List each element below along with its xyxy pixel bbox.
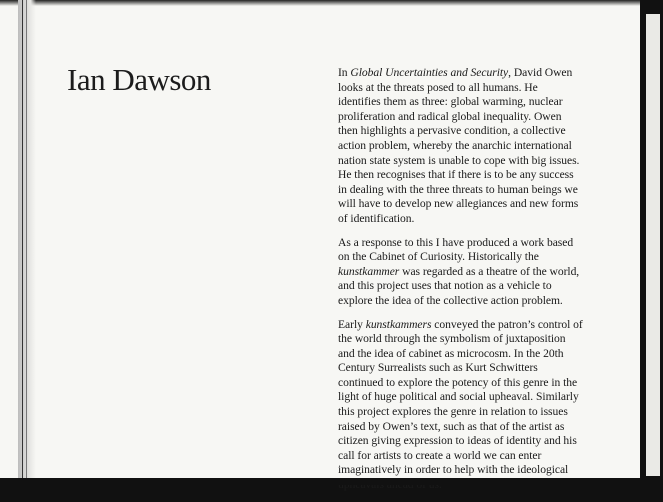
text-line <box>338 434 610 449</box>
gutter-line <box>22 0 23 478</box>
text-line <box>338 318 610 333</box>
text-line <box>338 420 610 435</box>
text-run: conveyed the patron’s control of <box>431 317 583 331</box>
text-line <box>338 183 610 198</box>
text-run: light of huge political and social upheaval. Similarly <box>338 390 579 404</box>
text-run: will have to develop new allegiances and new forms <box>338 197 579 211</box>
text-run: proliferation and radical global inequality. Owen <box>338 109 562 123</box>
text-run: Century Surrealists such as Kurt Schwitters <box>338 361 538 375</box>
text-line <box>338 463 610 478</box>
text-line <box>338 250 610 265</box>
text-line <box>338 390 610 405</box>
text-line <box>338 154 610 169</box>
text-run: Early <box>338 317 366 331</box>
text-run: and this project uses that notion as a vehicle to <box>338 279 552 293</box>
text-run: raised by Owen’s text, such as that of the artist as <box>338 419 565 433</box>
text-run: In <box>338 66 351 79</box>
text-line <box>338 279 610 294</box>
text-line <box>338 95 610 110</box>
text-run: of identification. <box>338 211 415 225</box>
text-line <box>338 376 610 391</box>
text-run: the world through the symbolism of juxtaposition <box>338 332 566 346</box>
text-line <box>338 212 610 227</box>
text-line <box>338 197 610 212</box>
text-line <box>338 361 610 376</box>
binding-gutter <box>18 0 36 478</box>
text-run: and the idea of cabinet as microcosm. In the 20th <box>338 346 564 360</box>
text-run: He then recognises that if there is to be any success <box>338 168 574 182</box>
gutter-line <box>26 0 27 478</box>
text-run: imaginatively in order to help with the ideological <box>338 463 569 477</box>
text-line <box>338 110 610 125</box>
text-run: was regarded as a theatre of the world, <box>399 264 580 278</box>
text-run: looks at the threats posed to all humans. He <box>338 80 538 94</box>
text-line <box>338 124 610 139</box>
text-line <box>338 294 610 309</box>
text-run: nation state system is unable to cope with big issues. <box>338 153 580 167</box>
text-run: citizen giving expression to ideas of identity and his <box>338 434 577 448</box>
text-run: then highlights a pervasive condition, a collective <box>338 124 566 138</box>
scan-border <box>0 478 663 485</box>
text-line <box>338 168 610 183</box>
text-run: identifies them as three: global warming, nuclear <box>338 95 563 109</box>
italic-text: Global Uncertainties and Security <box>350 66 509 79</box>
author-name: Ian Dawson <box>67 62 211 97</box>
text-line <box>338 139 610 154</box>
top-shadow <box>0 0 640 6</box>
paragraph <box>338 66 610 227</box>
paragraph <box>338 236 610 309</box>
text-line <box>338 265 610 280</box>
text-run: in dealing with the three threats to human beings we <box>338 182 578 196</box>
text-run: As a response to this I have produced a work based <box>338 235 574 249</box>
text-run: this project explores the genre in relation to issues <box>338 405 568 419</box>
text-run: , David Owen <box>508 66 573 79</box>
text-run: continued to explore the potency of this genre in the <box>338 375 578 389</box>
text-run: explore the idea of the collective action problem. <box>338 293 563 307</box>
text-run: on the Cabinet of Curiosity. Historically the <box>338 250 539 264</box>
next-page-sheet <box>646 14 660 476</box>
italic-text: kunstkammers <box>365 317 432 331</box>
body-text <box>338 66 610 502</box>
text-run: action problem, whereby the anarchic international <box>338 138 572 152</box>
text-line <box>338 449 610 464</box>
text-line <box>338 236 610 251</box>
text-line <box>338 81 610 96</box>
text-line <box>338 405 610 420</box>
text-line <box>338 66 610 81</box>
text-line <box>338 347 610 362</box>
next-page-edge <box>640 0 663 485</box>
text-run: call for artists to create a world we can enter <box>338 448 542 462</box>
italic-text: kunstkammer <box>338 264 400 278</box>
text-line <box>338 332 610 347</box>
paragraph <box>338 318 610 493</box>
